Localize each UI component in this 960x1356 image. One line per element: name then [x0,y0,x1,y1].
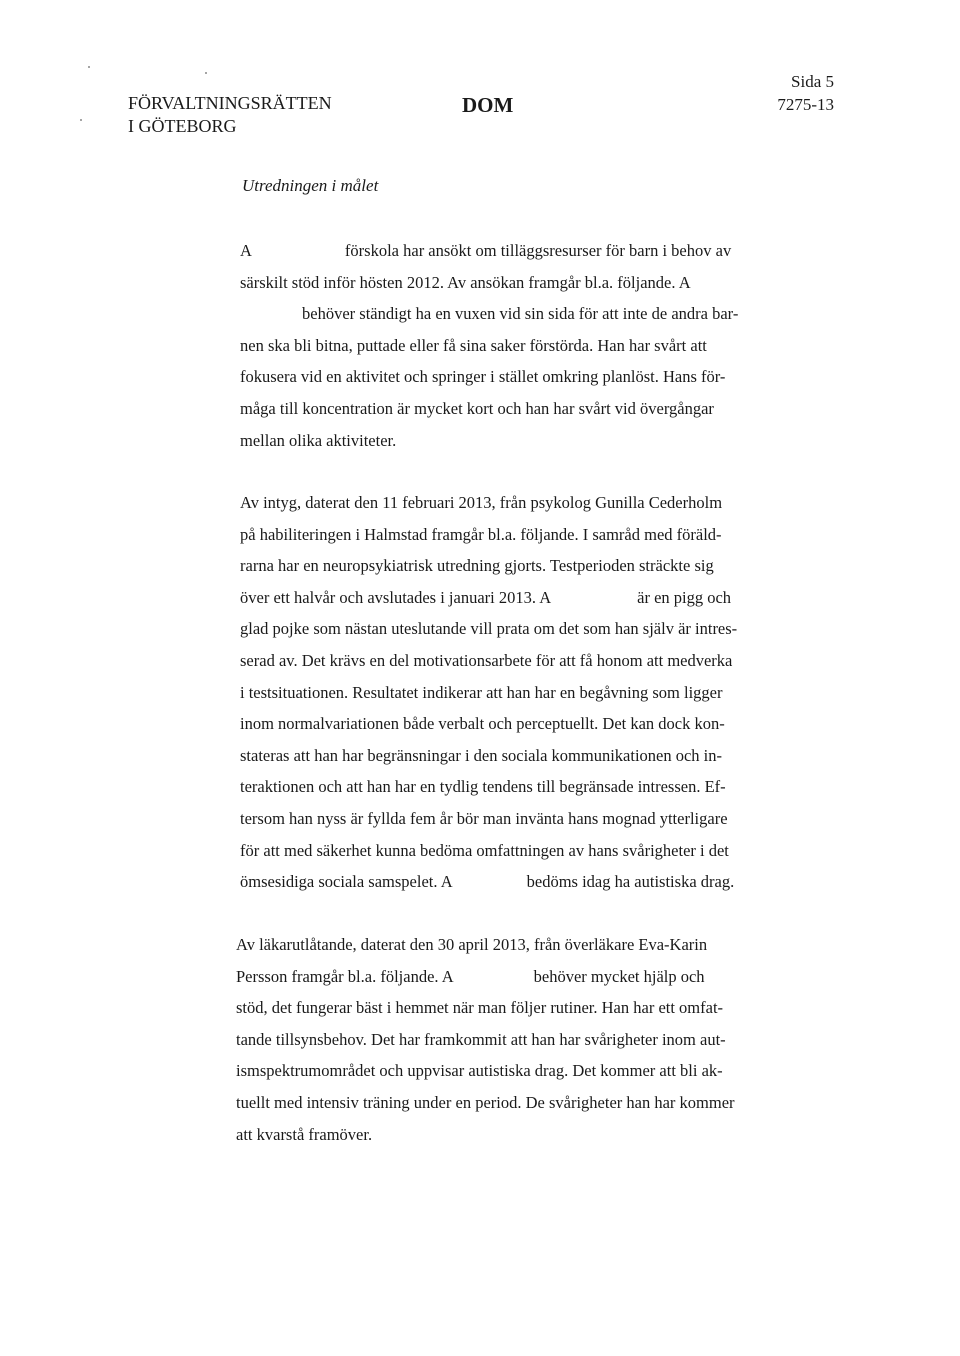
text-line: glad pojke som nästan uteslutande vill prata om det som han själv är intres- [240,619,738,639]
section-heading: Utredningen i målet [242,176,379,195]
scan-speck [205,72,207,74]
text-line: särskilt stöd inför hösten 2012. Av ansökan framgår bl.a. följande. A [240,272,691,292]
text-line: ömsesidiga sociala samspelet. A bedöms idag ha autistiska drag. [240,872,735,892]
paragraph-psychologist-certificate [240,487,785,898]
text-line: A förskola har ansökt om tilläggsresurser för barn i behov av [240,241,732,260]
text-line: över ett halvår och avslutades i januari 2013. A är en pigg och [240,587,732,607]
text-line: tersom han nyss är fyllda fem år bör man invänta hans mognad ytterligare [240,808,728,828]
text-line: Av intyg, daterat den 11 februari 2013, från psykolog Gunilla Cederholm [240,493,723,512]
paragraph-medical-statement [236,929,781,1150]
scan-speck [88,66,90,68]
document-type: DOM [462,93,514,117]
text-line: teraktionen och att han har en tydlig tendens till begränsade intressen. Ef- [240,777,726,797]
court-name-line2: I GÖTEBORG [128,116,237,136]
text-line: stateras att han har begränsningar i den sociala kommunikationen och in- [240,745,723,765]
text-line: ismspektrumområdet och uppvisar autistiska drag. Det kommer att bli ak- [236,1061,723,1081]
text-line: stöd, det fungerar bäst i hemmet när man följer rutiner. Han har ett omfat- [236,998,724,1018]
scan-speck [80,119,82,121]
text-line: måga till koncentration är mycket kort och han har svårt vid övergångar [240,398,714,418]
case-number: 7275-13 [777,95,834,114]
court-name [128,92,332,138]
text-line: behöver ständigt ha en vuxen vid sin sida för att inte de andra bar- [302,304,739,324]
text-line: serad av. Det krävs en del motivationsarbete för att få honom att medverka [240,650,733,670]
text-line: tuellt med intensiv träning under en period. De svårigheter han har kommer [236,1092,735,1112]
page-info [777,70,834,116]
text-line: att kvarstå framöver. [236,1124,373,1144]
text-line: i testsituationen. Resultatet indikerar att han har en begåvning som ligger [240,682,723,702]
text-line: tande tillsynsbehov. Det har framkommit att han har svårigheter inom aut- [236,1029,726,1049]
text-line: för att med säkerhet kunna bedöma omfattningen av hans svårigheter i det [240,840,729,860]
page-number: Sida 5 [791,72,834,91]
court-name-line1: FÖRVALTNINGSRÄTTEN [128,93,332,113]
text-line: rarna har en neuropsykiatrisk utredning gjorts. Testperioden sträckte sig [240,556,714,576]
text-line: på habiliteringen i Halmstad framgår bl.a. följande. I samråd med föräld- [240,524,722,544]
text-line: nen ska bli bitna, puttade eller få sina saker förstörda. Han har svårt att [240,335,707,355]
text-line: mellan olika aktiviteter. [240,430,397,450]
paragraph-school-application [240,235,785,456]
text-line: inom normalvariationen både verbalt och perceptuellt. Det kan dock kon- [240,714,725,734]
text-line: Persson framgår bl.a. följande. A behöver mycket hjälp och [236,966,705,986]
text-line: fokusera vid en aktivitet och springer i stället omkring planlöst. Hans för- [240,367,726,387]
text-line: Av läkarutlåtande, daterat den 30 april 2013, från överläkare Eva-Karin [236,935,708,954]
